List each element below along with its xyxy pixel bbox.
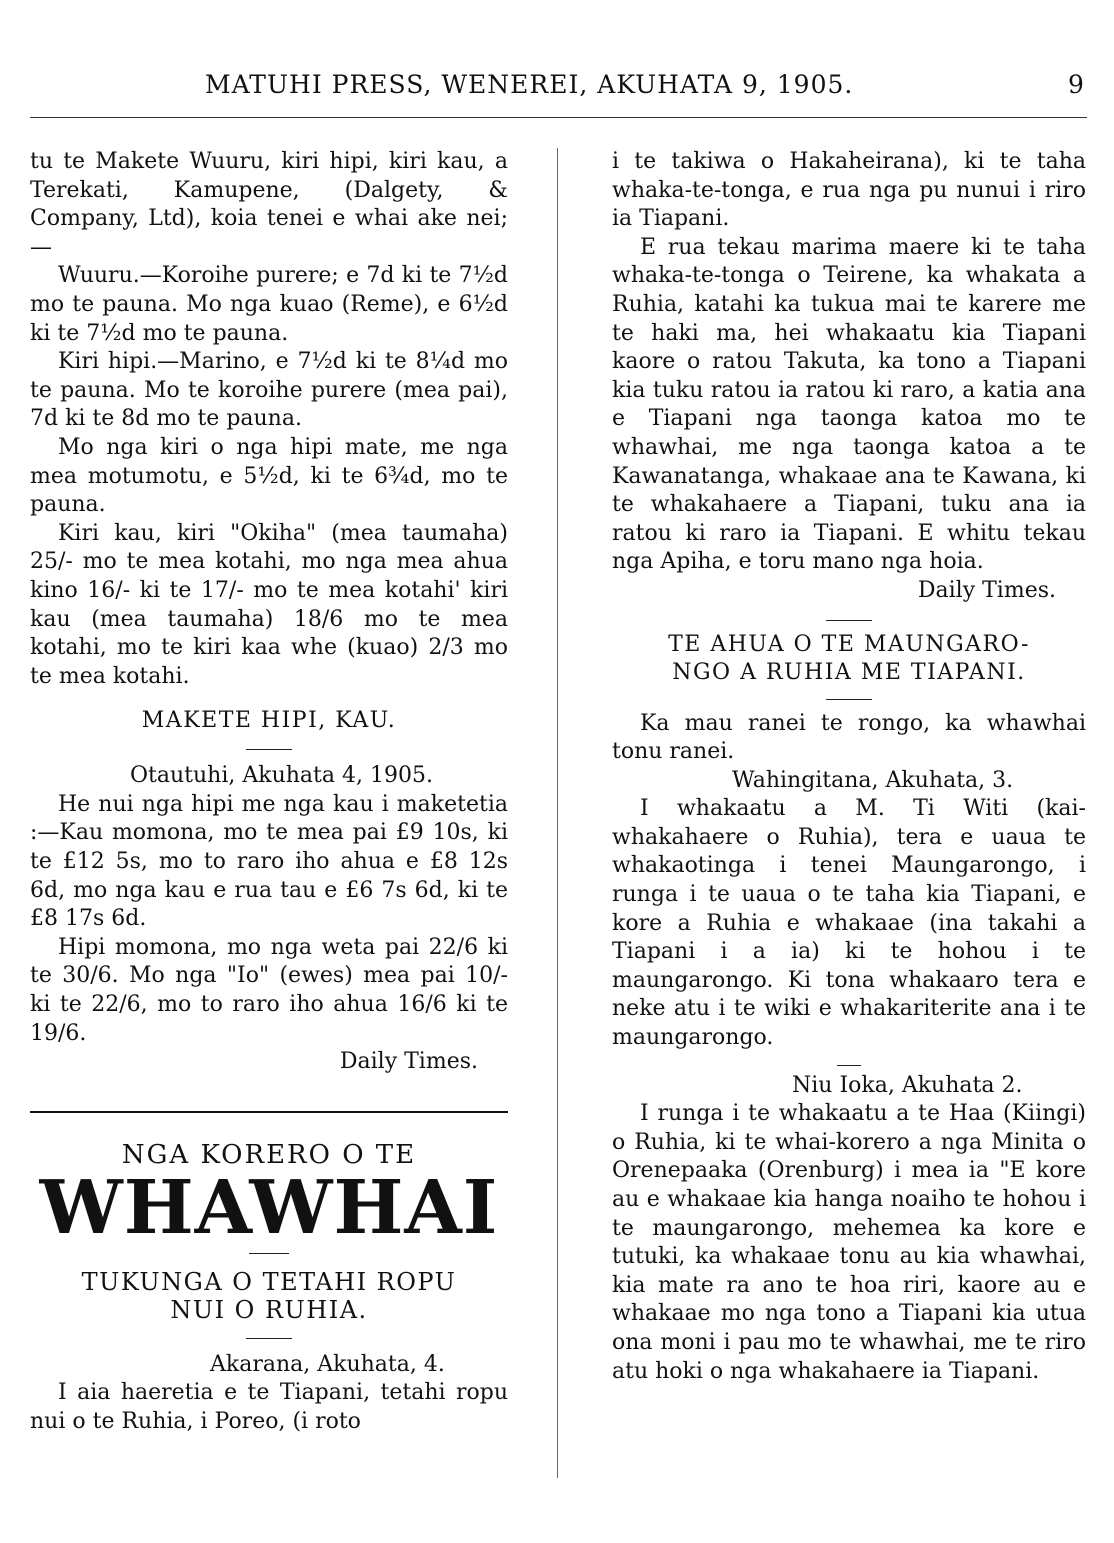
tsar-report: I runga i te whakaatu a te Haa (Kiingi) o Ruhia, ki te whai-korero a nga Minita o Orenepaaka (Orenburg) i mea ia "E kore au e whakaae kia hanga noaiho te hohou i te maungarongo, mehemea ka kore e tutuki, ka whakaae tonu au kia whawhai, kia mate ra ano te hoa riri, kaore au e whakaae mo nga tono a Tiapani kia utua ona moni i pau mo te whawhai, me te riro atu hoki o nga whakahaere ia Tiapani. xyxy=(612,1101,1086,1384)
sheepskin-prices: Kiri hipi.—Marino, e 7½d ki te 8¼d mo te pauna. Mo te koroihe purere (mea pai), 7d ki te 8d mo te pauna. xyxy=(30,349,508,432)
source-daily-times: Daily Times. xyxy=(339,1049,478,1075)
dateline-new-york: Niu Ioka, Akuhata 2. xyxy=(792,1072,1023,1098)
header-rule xyxy=(30,117,1087,118)
right-column xyxy=(612,148,1086,1386)
witte-report: I whakaatu a M. Ti Witi (kai-whakahaere o Ruhia), tera e uaua te whakaotinga i tenei Maungarongo, i runga i te uaua o te taha kia Tiapani, e kore a Ruhia e whakaae (ina takahi a Tiapani i a ia) ki te hohou i te maungarongo. Ki tona whakaaro tera e neke atu i te wiki e whakariterite ana i te maungarongo. xyxy=(612,796,1086,1051)
source-daily-times: Daily Times. xyxy=(917,577,1056,603)
market-intro: tu te Makete Wuuru, kiri hipi, kiri kau, a Terekati, Kamupene, (Dalgety, & Company, Ltd), koia tenei e whai ake nei;— xyxy=(30,149,508,260)
wool-prices: Wuuru.—Koroihe purere; e 7d ki te 7½d mo te pauna. Mo nga kuao (Reme), e 6½d ki te 7½d mo te pauna. xyxy=(30,263,508,346)
heading-surrender-line1: TUKUNGA O TETAHI ROPU xyxy=(81,1267,457,1296)
heading-surrender-line2: NUI O RUHIA. xyxy=(170,1295,368,1324)
heading-sheep-cattle-market: MAKETE HIPI, KAU. xyxy=(141,708,397,734)
peace-lede: Ka mau ranei te rongo, ka whawhai tonu ranei. xyxy=(612,710,1086,765)
war-news-kicker: NGA KORERO O TE xyxy=(121,1139,417,1170)
cattle-report: He nui nga hipi me nga kau i maketetia :—Kau momona, mo te mea pai £9 10s, ki te £12 5s, mo to raro iho ahua e £8 12s 6d, mo nga kau e rua tau e £6 7s 6d, ki te £8 17s 6d. xyxy=(30,791,508,932)
page-number: 9 xyxy=(1068,70,1084,99)
dead-sheep-skin-prices: Mo nga kiri o nga hipi mate, me nga mea motumotu, e 5½d, ki te 6¾d, mo te pauna. xyxy=(30,434,508,518)
dateline-washington: Wahingitana, Akuhata, 3. xyxy=(732,767,1014,793)
heading-peace-line2: NGO A RUHIA ME TIAPANI. xyxy=(672,659,1026,685)
heading-peace-line1: TE AHUA O TE MAUNGARO- xyxy=(668,631,1030,657)
sheep-report: Hipi momona, mo nga weta pai 22/6 ki te 30/6. Mo nga "Io" (ewes) mea pai 10/- ki te 22/6, mo to raro iho ahua 16/6 ki te 19/6. xyxy=(30,934,508,1046)
masthead-title: MATUHI PRESS, WENEREI, AKUHATA 9, 1905. xyxy=(205,70,854,99)
war-headline: WHAWHAI xyxy=(39,1164,499,1251)
dateline-akarana: Akarana, Akuhata, 4. xyxy=(210,1351,445,1377)
column-divider xyxy=(557,148,558,1478)
teirene-report: E rua tekau marima maere ki te taha whaka-te-tonga o Teirene, ka whakata a Ruhia, katahi ka tukua mai te karere me te haki ma, hei whakaatu kia Tiapani kaore o ratou Takuta, ka tono a Tiapani kia tuku ratou ia ratou ki raro, a katia ana e Tiapani nga taonga katoa mo te whawhai, me nga taonga katoa a te Kawanatanga, whakaae ana te Kawana, ki te whakahaere a Tiapani, tuku ana ia ratou ki raro ia Tiapani. E whitu tekau nga Apiha, e toru mano nga hoia. xyxy=(612,234,1086,575)
dateline-otautuhi: Otautuhi, Akuhata 4, 1905. xyxy=(130,763,433,789)
hide-prices: Kiri kau, kiri "Okiha" (mea taumaha) 25/- mo te mea kotahi, mo nga mea ahua kino 16/- ki te 17/- mo te mea kotahi' kiri kau (mea taumaha) 18/6 mo te mea kotahi, mo te kiri kaa whe (kuao) 2/3 mo te mea kotahi. xyxy=(30,520,508,689)
page-header xyxy=(0,70,1114,110)
surrender-report-continued: i te takiwa o Hakaheirana), ki te taha whaka-te-tonga, e rua nga pu nunui i riro ia Tiapani. xyxy=(612,149,1086,232)
surrender-report-start: I aia haeretia e te Tiapani, tetahi ropu nui o te Ruhia, i Poreo, (i roto xyxy=(30,1380,508,1434)
left-column xyxy=(30,148,508,1437)
